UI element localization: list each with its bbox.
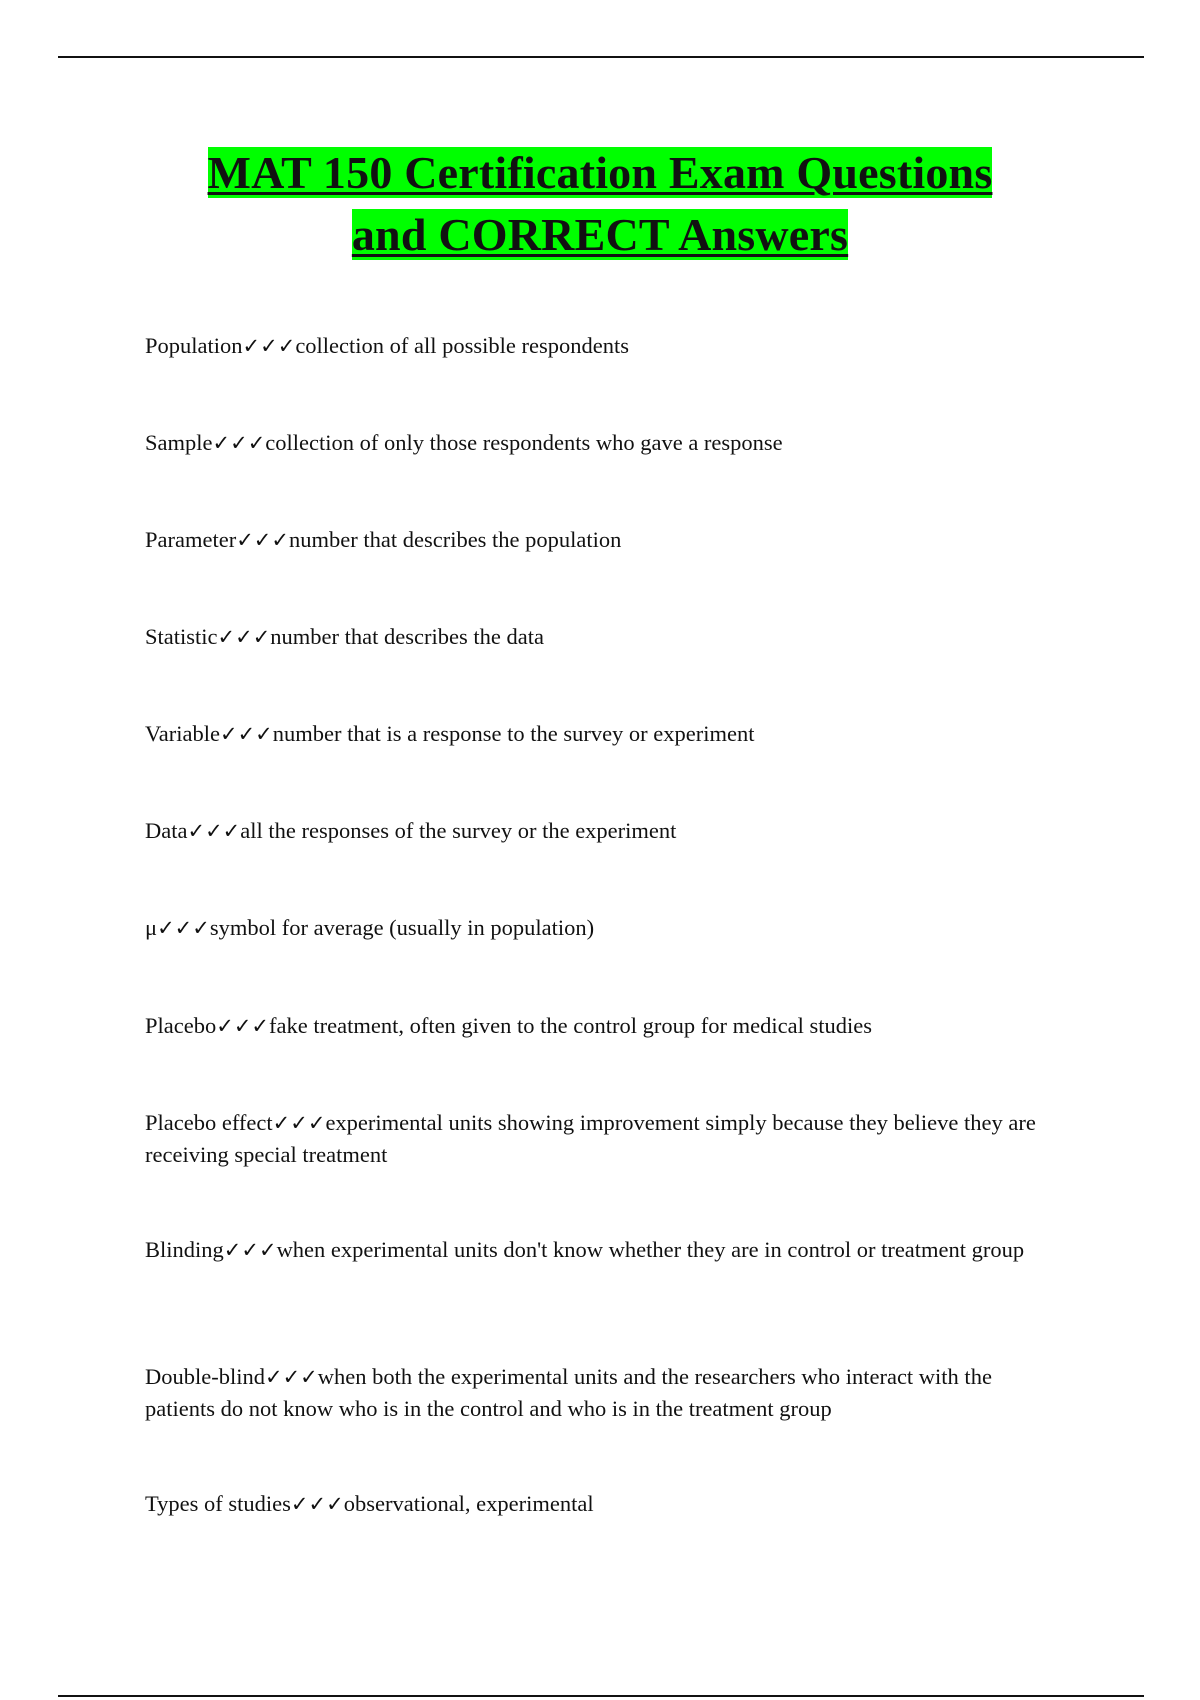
check-marks-icon: ✓✓✓ <box>223 1238 277 1262</box>
check-marks-icon: ✓✓✓ <box>272 1111 326 1135</box>
check-marks-icon: ✓✓✓ <box>217 625 271 649</box>
entry-definition: all the responses of the survey or the experiment <box>240 818 677 843</box>
entry-term: Data <box>145 818 188 843</box>
flashcard-entry <box>145 1010 1045 1042</box>
bottom-rule <box>58 1695 1144 1697</box>
flashcard-entry <box>145 1361 1045 1424</box>
entry-term: Statistic <box>145 624 218 649</box>
entry-definition: fake treatment, often given to the control group for medical studies <box>269 1013 872 1038</box>
entry-definition: observational, experimental <box>343 1491 594 1516</box>
flashcard-entry <box>145 621 1045 653</box>
check-marks-icon: ✓✓✓ <box>157 916 210 940</box>
entry-definition: collection of all possible respondents <box>295 333 629 358</box>
check-marks-icon: ✓✓✓ <box>264 1365 318 1389</box>
entry-definition: number that describes the data <box>270 624 544 649</box>
entry-definition: experimental units showing improvement simply because they believe they are receiving special treatment <box>145 1110 1036 1167</box>
entry-term: Double-blind <box>145 1364 265 1389</box>
flashcard-entry <box>145 524 1045 556</box>
flashcard-entry <box>145 718 1045 750</box>
entry-term: Variable <box>145 721 220 746</box>
entry-definition: number that describes the population <box>289 527 622 552</box>
entry-definition: symbol for average (usually in population) <box>209 915 595 940</box>
entry-term: μ <box>145 915 158 940</box>
entry-term: Placebo effect <box>145 1110 273 1135</box>
flashcard-entry <box>145 1107 1045 1170</box>
title-line-1: MAT 150 Certification Exam Questions <box>207 147 993 198</box>
flashcard-entry <box>145 815 1045 847</box>
check-marks-icon: ✓✓✓ <box>219 722 273 746</box>
entry-term: Placebo <box>145 1013 217 1038</box>
entry-term: Types of studies <box>145 1491 291 1516</box>
entry-definition: when experimental units don't know whether they are in control or treatment group <box>276 1237 1025 1262</box>
document-title <box>100 142 1100 266</box>
flashcard-entry <box>145 1488 1045 1520</box>
check-marks-icon: ✓✓✓ <box>216 1014 270 1038</box>
entry-term: Sample <box>145 430 213 455</box>
check-marks-icon: ✓✓✓ <box>242 334 296 358</box>
title-line-2: and CORRECT Answers <box>351 209 849 260</box>
entry-term: Population <box>145 333 243 358</box>
flashcard-entry <box>145 427 1045 459</box>
entry-definition: when both the experimental units and the researchers who interact with the patients do not know who is in the control and who is in the treatment group <box>145 1364 992 1421</box>
check-marks-icon: ✓✓✓ <box>187 819 241 843</box>
entry-term: Parameter <box>145 527 237 552</box>
flashcard-entry <box>145 912 1045 944</box>
flashcard-entry <box>145 330 1045 362</box>
flashcard-entry <box>145 1234 1045 1266</box>
check-marks-icon: ✓✓✓ <box>290 1492 344 1516</box>
check-marks-icon: ✓✓✓ <box>212 431 266 455</box>
top-rule <box>58 56 1144 58</box>
entry-definition: number that is a response to the survey or experiment <box>272 721 755 746</box>
entry-definition: collection of only those respondents who gave a response <box>265 430 783 455</box>
check-marks-icon: ✓✓✓ <box>236 528 289 552</box>
entry-term: Blinding <box>145 1237 224 1262</box>
